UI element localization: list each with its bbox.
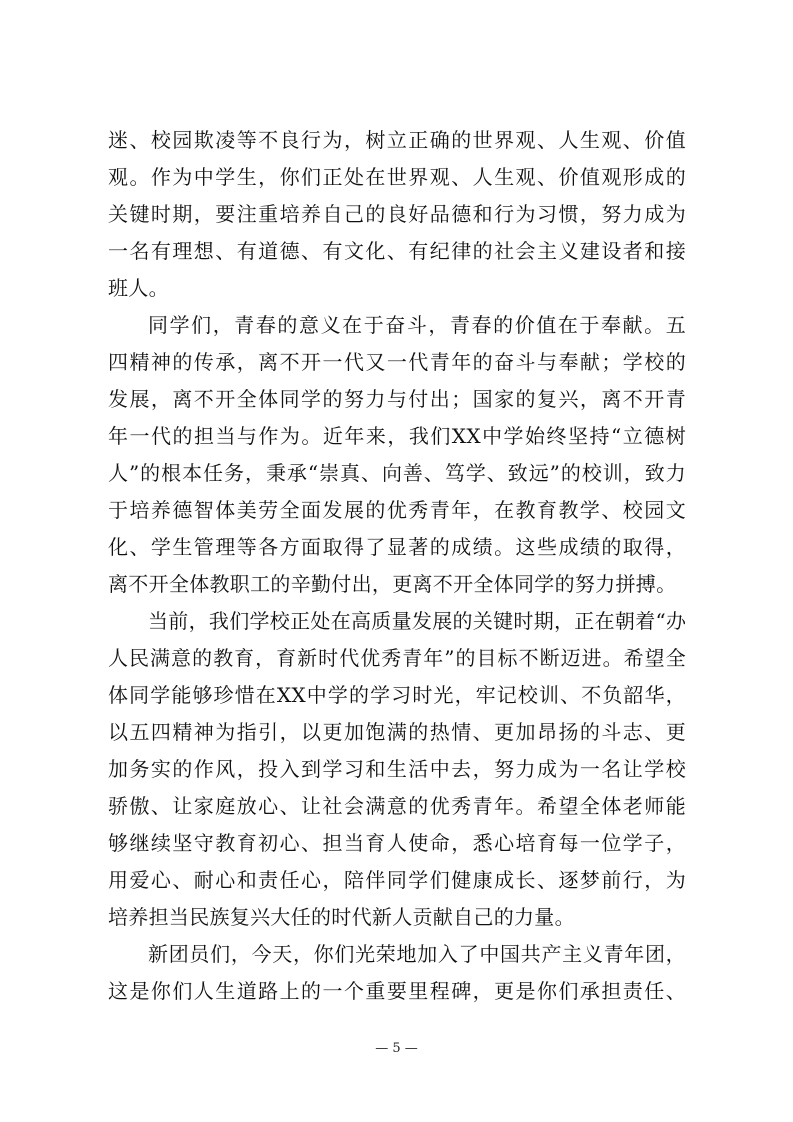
text-line: 新团员们，今天，你们光荣地加入了中国共产主义青年团， [148,942,686,966]
page-number: — 5 — [375,1041,418,1056]
text-line: 关键时期，要注重培养自己的良好品德和行为习惯，努力成为 [108,202,686,226]
text-line: 班人。 [108,276,169,300]
text-line: 离不开全体教职工的辛勤付出，更离不开全体同学的努力拼搏。 [108,572,677,596]
text-line: 这是你们人生道路上的一个重要里程碑，更是你们承担责任、 [108,979,686,1003]
text-line: 年一代的担当与作为。近年来，我们XX中学始终坚持“立德树 [108,424,686,448]
text-line: 一名有理想、有道德、有文化、有纪律的社会主义建设者和接 [108,239,686,263]
text-line: 骄傲、让家庭放心、让社会满意的优秀青年。希望全体老师能 [108,794,686,818]
text-line: 迷、校园欺凌等不良行为，树立正确的世界观、人生观、价值 [108,128,686,152]
text-line: 体同学能够珍惜在XX中学的学习时光，牢记校训、不负韶华， [108,683,686,707]
text-line: 用爱心、耐心和责任心，陪伴同学们健康成长、逐梦前行，为 [108,868,686,892]
text-line: 当前，我们学校正处在高质量发展的关键时期，正在朝着“办 [148,609,687,633]
text-line: 人”的根本任务，秉承“崇真、向善、笃学、致远”的校训，致力 [108,461,686,485]
text-line: 培养担当民族复兴大任的时代新人贡献自己的力量。 [108,905,575,929]
text-line: 于培养德智体美劳全面发展的优秀青年，在教育教学、校园文 [108,498,686,522]
text-line: 加务实的作风，投入到学习和生活中去，努力成为一名让学校 [108,757,686,781]
text-line: 以五四精神为指引，以更加饱满的热情、更加昂扬的斗志、更 [108,720,686,744]
body-text [108,122,686,1010]
text-line: 观。作为中学生，你们正处在世界观、人生观、价值观形成的 [108,165,686,189]
text-line: 够继续坚守教育初心、担当育人使命，悉心培育每一位学子， [108,831,686,855]
text-line: 人民满意的教育，育新时代优秀青年”的目标不断迈进。希望全 [108,646,686,670]
text-line: 发展，离不开全体同学的努力与付出；国家的复兴，离不开青 [108,387,686,411]
text-line: 同学们，青春的意义在于奋斗，青春的价值在于奉献。五 [148,313,686,337]
text-line: 四精神的传承，离不开一代又一代青年的奋斗与奉献；学校的 [108,350,686,374]
text-line: 化、学生管理等各方面取得了显著的成绩。这些成绩的取得， [108,535,686,559]
